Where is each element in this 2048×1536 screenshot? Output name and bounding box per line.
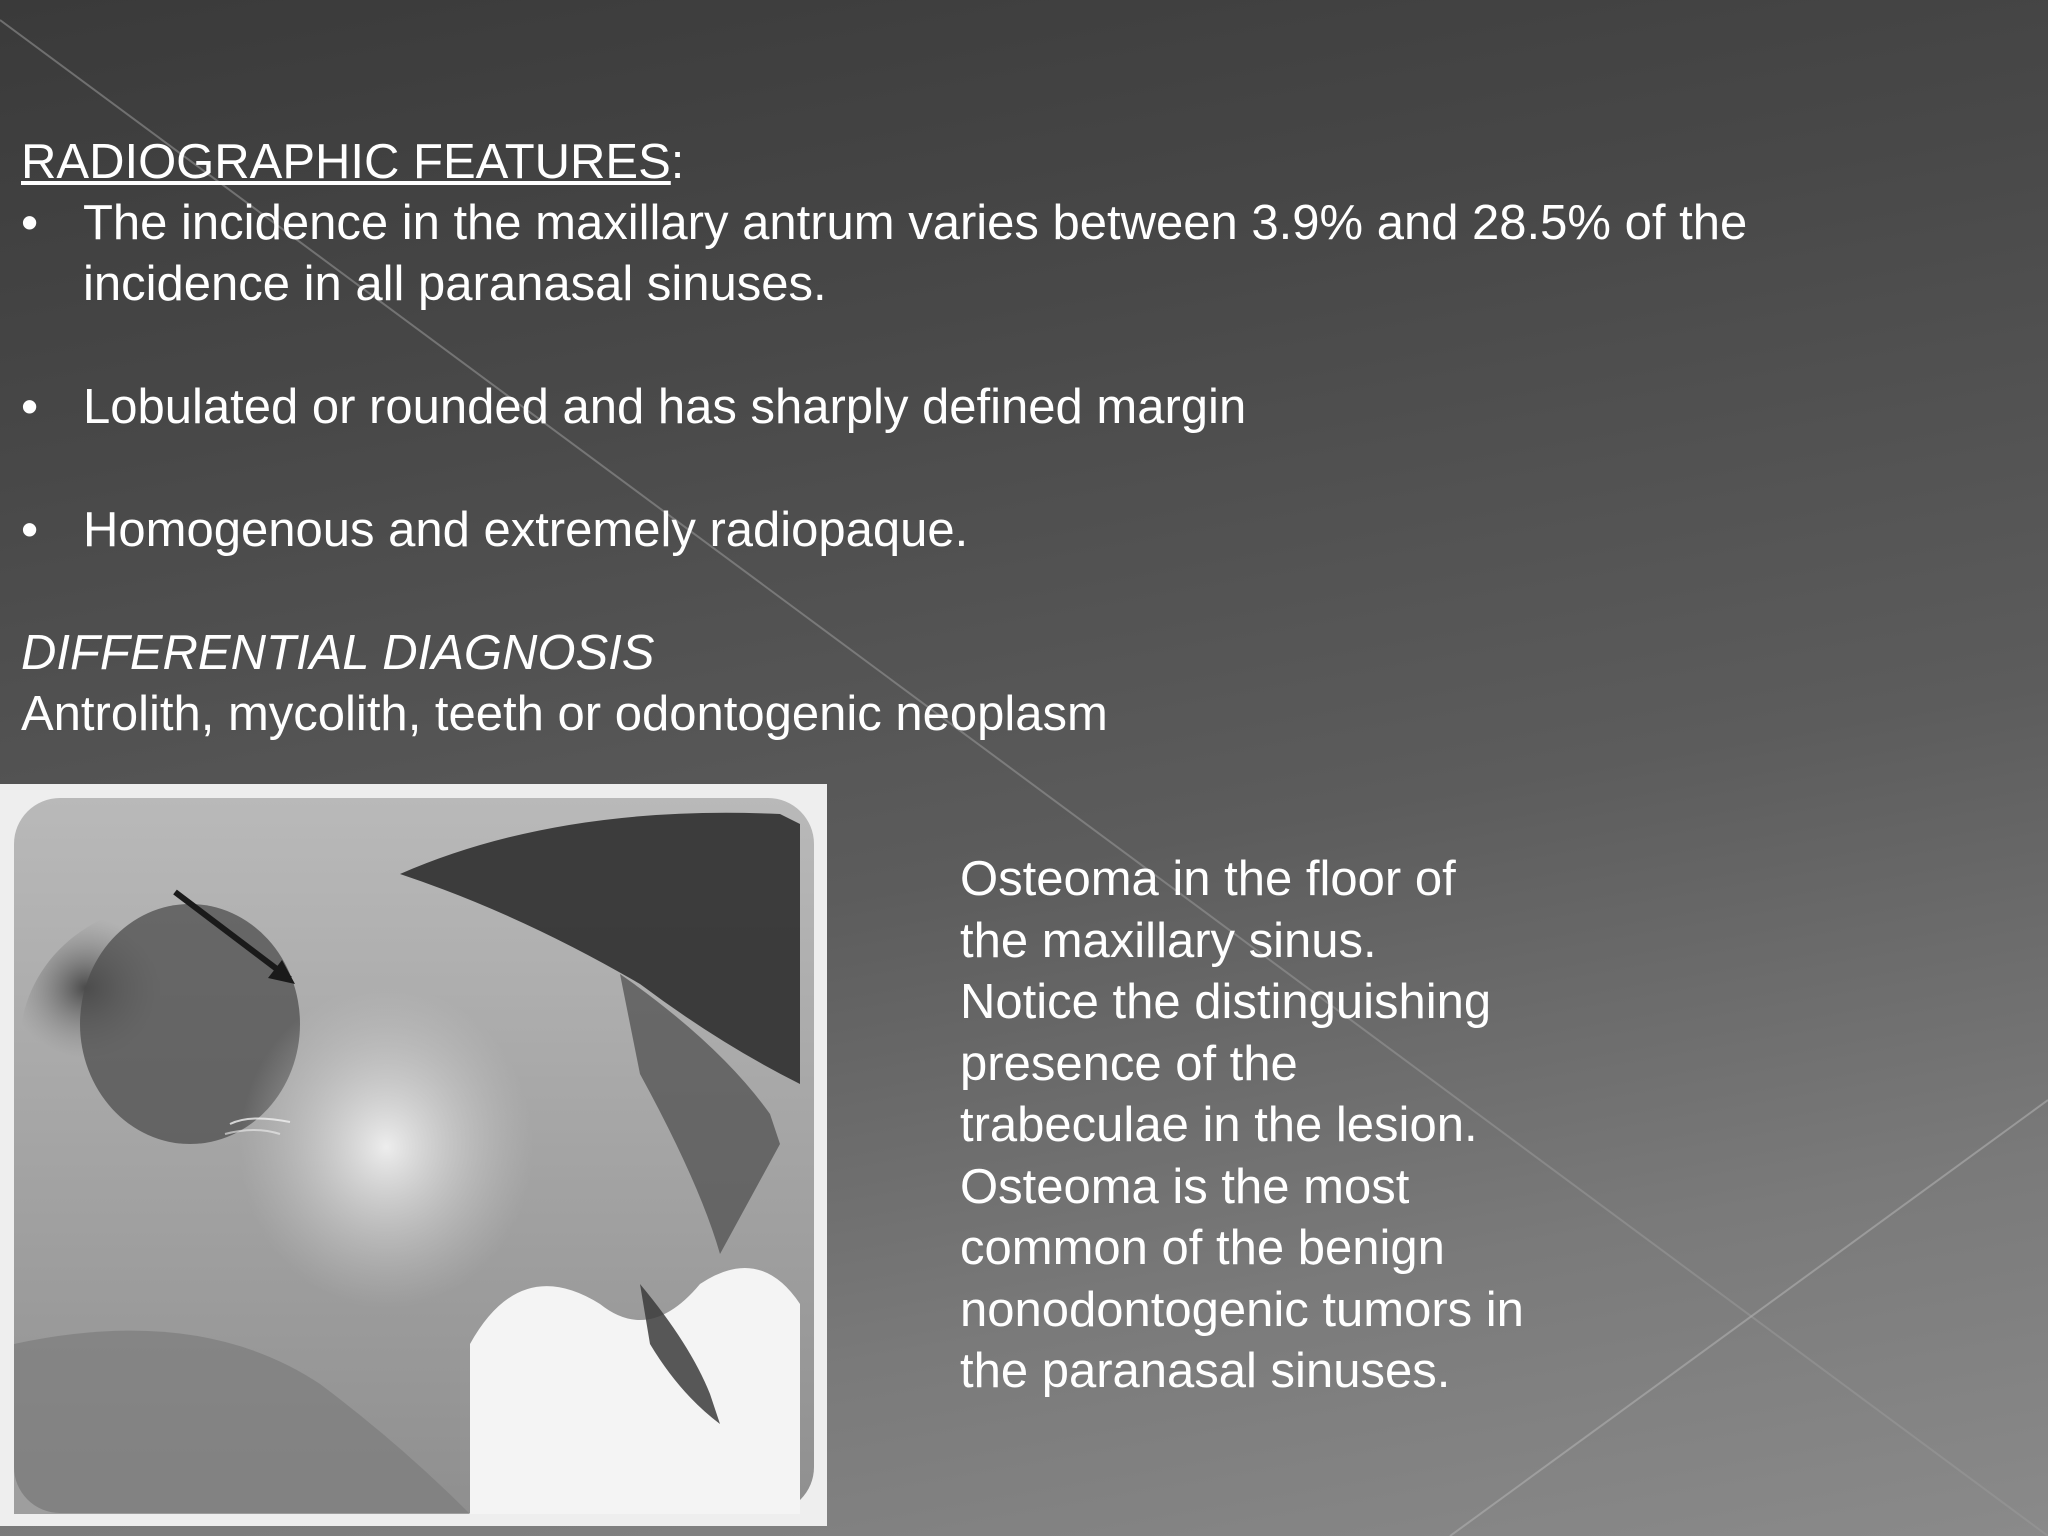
- differential-title: DIFFERENTIAL DIAGNOSIS: [21, 626, 655, 680]
- bullet-marker: •: [21, 503, 39, 557]
- bullet-marker: •: [21, 196, 39, 250]
- caption-line: Notice the distinguishing: [960, 975, 1492, 1029]
- caption-line: the maxillary sinus.: [960, 913, 1377, 968]
- image-caption: [960, 849, 1660, 1403]
- heading-suffix: :: [670, 135, 685, 189]
- list-item: [21, 193, 1921, 315]
- list-item: [21, 500, 1921, 561]
- differential-text: Antrolith, mycolith, teeth or odontogenic neoplasm: [21, 687, 1108, 741]
- list-item: [21, 377, 1921, 438]
- list-item-text: Homogenous and extremely radiopaque.: [83, 503, 969, 557]
- caption-line: Osteoma in the floor of: [960, 852, 1456, 906]
- section-heading: [21, 132, 1921, 193]
- list-item-text: Lobulated or rounded and has sharply defined margin: [83, 380, 1247, 434]
- slide-content: [21, 132, 1921, 745]
- radiograph-illustration: [0, 784, 827, 1526]
- list-item-text: The incidence in the maxillary antrum varies between 3.9% and 28.5% of the incidence in all paranasal sinuses.: [83, 196, 1748, 311]
- caption-line: nonodontogenic tumors in: [960, 1282, 1524, 1337]
- heading-label: RADIOGRAPHIC FEATURES: [21, 135, 671, 189]
- caption-line: presence of the: [960, 1036, 1298, 1091]
- bullet-marker: •: [21, 380, 39, 434]
- caption-line: the paranasal sinuses.: [960, 1344, 1451, 1398]
- caption-line: Osteoma is the most: [960, 1159, 1410, 1214]
- feature-list: [21, 193, 1921, 561]
- caption-line: common of the benign: [960, 1221, 1445, 1275]
- radiograph-image: [0, 784, 827, 1526]
- caption-line: trabeculae in the lesion.: [960, 1098, 1478, 1152]
